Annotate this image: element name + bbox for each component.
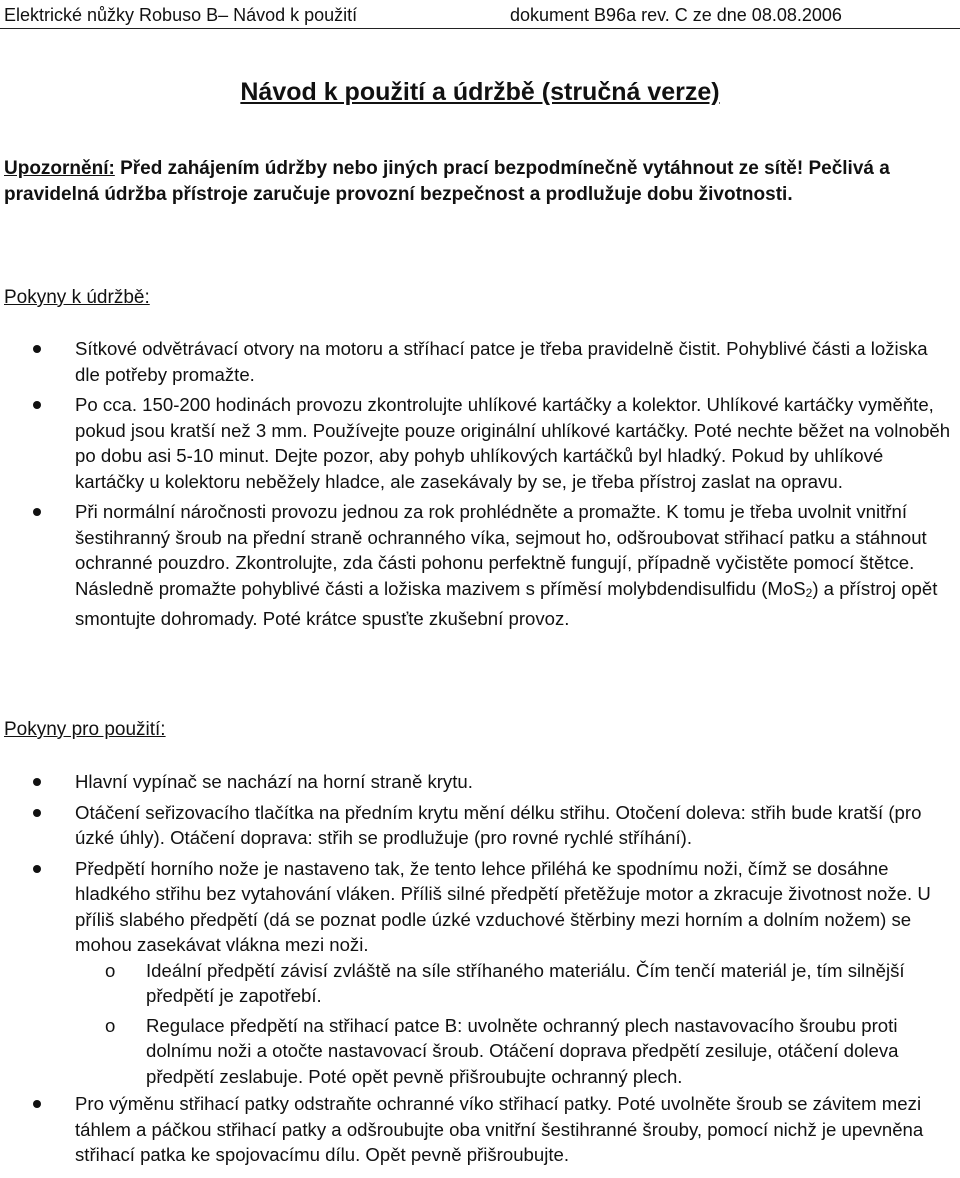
list-item — [0, 499, 960, 632]
maintenance-heading: Pokyny k údržbě: — [4, 287, 150, 308]
list-item-text: Hlavní vypínač se nachází na horní straně krytu. — [75, 771, 473, 792]
list-item-text — [75, 501, 937, 629]
list-item-text: Pro výměnu střihací patky odstraňte ochranné víko střihací patky. Poté uvolněte šroub se závitem mezi táhlem a páčkou střihací patky a odšroubujte oba vnitřní šestihranné šrouby, pomocí nichž je upevněna střihací patka ke spojovacímu dílu. Opět pevně přišroubujte. — [75, 1093, 924, 1165]
sub-bullet-icon: o — [105, 959, 116, 981]
list-item-text: Sítkové odvětrávací otvory na motoru a stříhací patce je třeba pravidelně čistit. Pohyblivé části a ložiska dle potřeby promažte. — [75, 338, 928, 385]
header-document-ref: dokument B96a rev. C ze dne 08.08.2006 — [510, 5, 842, 25]
usage-list — [0, 769, 960, 1168]
sub-list-item-text: Regulace předpětí na střihací patce B: uvolněte ochranný plech nastavovacího šroubu proti dolnímu noži a otočte nastavovací šroub. Otáčení doprava předpětí zesiluje, otáčení doleva předpětí zeslabuje. Poté opět pevně přišroubujte ochranný plech. — [146, 1014, 899, 1087]
list-item-text: Předpětí horního nože je nastaveno tak, že tento lehce přiléhá ke spodnímu noži, čímž se dosáhne hladkého střihu bez vytahování vláken. Příliš silné předpětí přetěžuje motor a zkracuje životnost nože. U příliš slabého předpětí (dá se poznat podle úzké vzduchové štěrbiny mezi horním a dolním nožem) se mohou zasekávat vlákna mezi noži. — [75, 857, 931, 955]
sub-list-item-text: Ideální předpětí závisí zvláště na síle stříhaného materiálu. Čím tenčí materiál je, tím silnější předpětí je zapotřebí. — [146, 959, 905, 1006]
list-item-text: Otáčení seřizovacího tlačítka na předním krytu mění délku střihu. Otočení doleva: střih bude kratší (pro úzké úhly). Otáčení doprava: střih se prodlužuje (pro rovné rychlé stříhání). — [75, 801, 922, 848]
bullet-icon — [33, 865, 41, 873]
list-item — [0, 392, 960, 494]
warning-paragraph — [4, 156, 956, 208]
page-title — [0, 77, 960, 107]
bullet-icon — [33, 809, 41, 817]
list-item-text-part: ) a přístroj opět smontujte dohromady. Poté krátce spusťte zkušební provoz. — [75, 577, 938, 629]
sub-list-item — [75, 958, 956, 1009]
list-item — [0, 856, 960, 1090]
subscript-text: 2 — [805, 585, 813, 600]
warning-text: Před zahájením údržby nebo jiných prací bezpodmínečně vytáhnout ze sítě! Pečlivá a pravidelná údržba přístroje zaručuje provozní bezpečnost a prodlužuje dobu životnosti. — [4, 158, 890, 205]
maintenance-list — [0, 336, 960, 632]
list-item — [0, 1091, 960, 1168]
bullet-icon — [33, 1100, 41, 1108]
list-item — [0, 769, 960, 795]
bullet-icon — [33, 345, 41, 353]
sub-bullet-icon: o — [105, 1014, 116, 1036]
list-item-text: Po cca. 150-200 hodinách provozu zkontrolujte uhlíkové kartáčky a kolektor. Uhlíkové kartáčky vyměňte, pokud jsou kratší než 3 mm. Používejte pouze originální uhlíkové kartáčky. Poté nechte běžet na volnoběh po dobu asi 5-10 minut. Dejte pozor, aby pohyb uhlíkových kartáčků byl hladký. Pokud by uhlíkové kartáčky u kolektoru neběžely hladce, ale zasekávaly by se, je třeba přístroj zaslat na opravu. — [75, 394, 951, 492]
sub-list — [75, 958, 956, 1090]
warning-label: Upozornění: — [4, 158, 115, 179]
header-divider — [0, 28, 960, 29]
document-header — [4, 4, 956, 26]
header-title: Elektrické nůžky Robuso B– Návod k použití — [4, 5, 358, 25]
list-item — [0, 336, 960, 387]
list-item — [0, 800, 960, 851]
bullet-icon — [33, 778, 41, 786]
list-item-text-part: Při normální náročnosti provozu jednou za rok prohlédněte a promažte. K tomu je třeba uvolnit vnitřní šestihranný šroub na přední straně ochranného víka, sejmout ho, odšroubovat střihací patku a stáhnout ochranné pouzdro. Zkontrolujte, zda části pohonu perfektně fungují, případně vyčistěte pomocí štětce. Následně promažte pohyblivé části a ložiska mazivem s příměsí molybdendisulfidu (MoS — [75, 501, 927, 599]
page-title-text: Návod k použití a údržbě (stručná verze) — [240, 78, 720, 106]
sub-list-item — [75, 1013, 956, 1090]
bullet-icon — [33, 401, 41, 409]
usage-heading: Pokyny pro použití: — [4, 719, 166, 740]
bullet-icon — [33, 508, 41, 516]
